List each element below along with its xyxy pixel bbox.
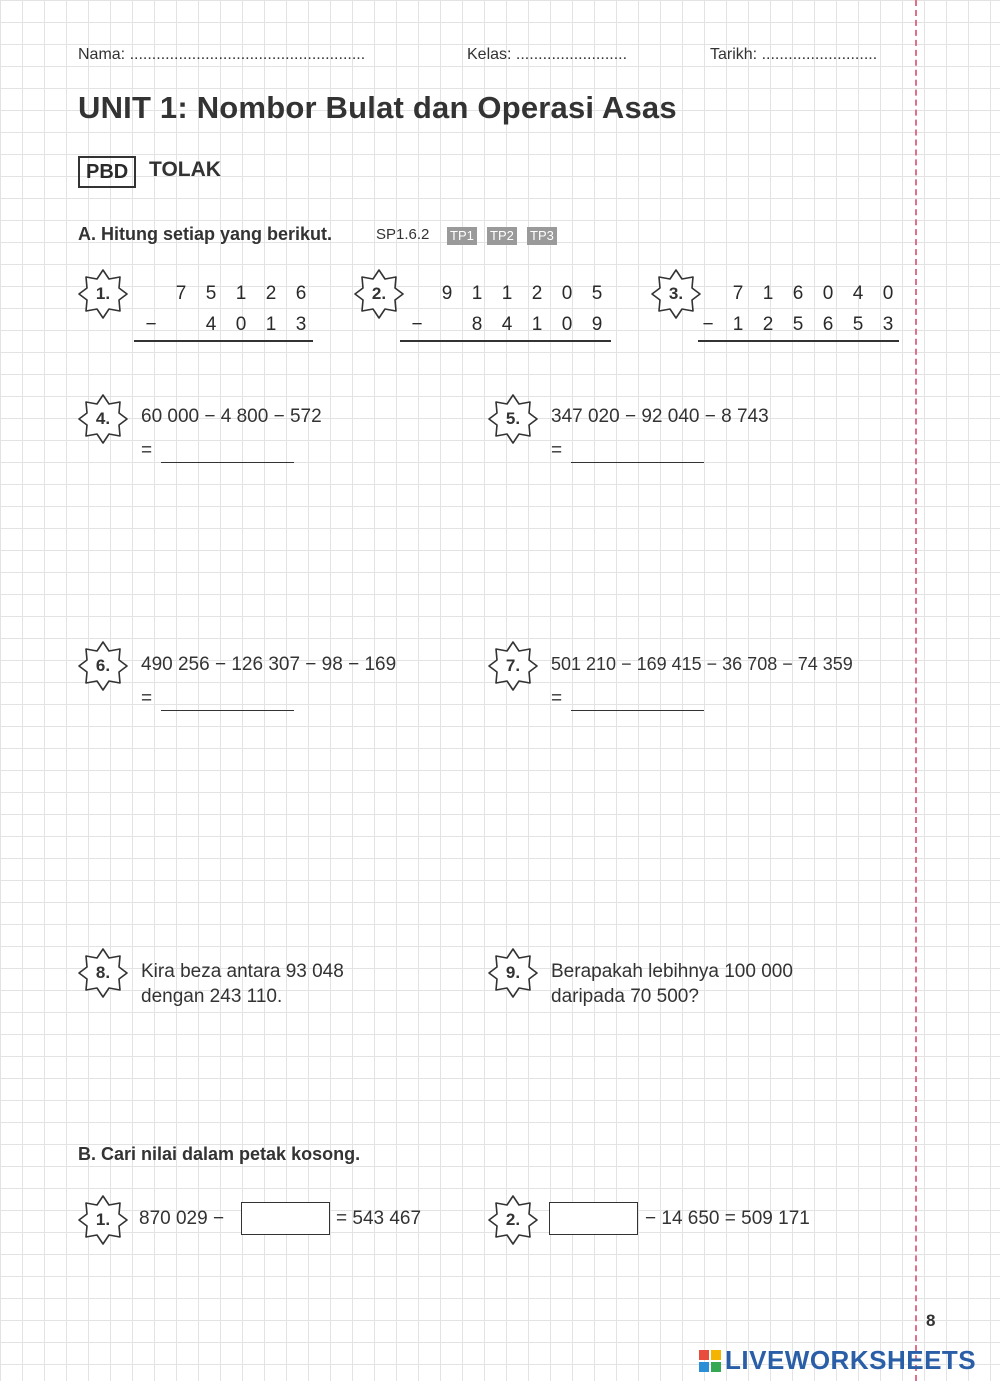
answer-box[interactable]	[549, 1202, 638, 1235]
tp-badge: TP3	[527, 227, 557, 245]
answer-line[interactable]	[161, 710, 294, 711]
equation-right: − 14 650 = 509 171	[645, 1208, 810, 1229]
equals-sign: =	[141, 440, 153, 461]
digit: 3	[295, 314, 307, 335]
word-problem-line: dengan 243 110.	[141, 986, 283, 1007]
digit: 0	[561, 314, 573, 335]
subtrahend-row	[693, 314, 903, 336]
answer-box[interactable]	[241, 1202, 330, 1235]
equals-sign: =	[141, 688, 153, 709]
digit: 1	[732, 314, 744, 335]
digit: 0	[882, 283, 894, 304]
digit: 7	[732, 283, 744, 304]
digit: 4	[852, 283, 864, 304]
question-number: 2.	[505, 1210, 521, 1229]
digit: 5	[205, 283, 217, 304]
word-problem-line: Kira beza antara 93 048	[141, 961, 344, 982]
digit: 3	[882, 314, 894, 335]
digit: 5	[792, 314, 804, 335]
tp-badge: TP1	[447, 227, 477, 245]
expression: 490 256 − 126 307 − 98 − 169	[141, 654, 397, 675]
digit: 2	[531, 283, 543, 304]
expression: 60 000 − 4 800 − 572	[141, 406, 322, 427]
sum-rule	[698, 340, 899, 342]
digit: 0	[561, 283, 573, 304]
minus-sign: −	[411, 314, 423, 335]
question-number: 1.	[95, 1210, 111, 1229]
page-title: UNIT 1: Nombor Bulat dan Operasi Asas	[78, 90, 677, 125]
answer-line[interactable]	[571, 710, 704, 711]
digit: 0	[235, 314, 247, 335]
logo-cube-icon	[699, 1350, 721, 1372]
section-b-heading: B. Cari nilai dalam petak kosong.	[78, 1144, 361, 1164]
equals-sign: =	[551, 688, 563, 709]
digit: 1	[501, 283, 513, 304]
digit: 9	[441, 283, 453, 304]
standard-code: SP1.6.2	[376, 226, 430, 243]
question-badge	[487, 1194, 539, 1246]
digit: 1	[265, 314, 277, 335]
question-badge	[487, 393, 539, 445]
question-badge	[77, 947, 129, 999]
question-number: 8.	[95, 963, 111, 982]
sum-rule	[400, 340, 611, 342]
question-badge	[487, 640, 539, 692]
digit: 1	[531, 314, 543, 335]
question-number: 9.	[505, 963, 521, 982]
digit: 2	[762, 314, 774, 335]
question-badge	[77, 393, 129, 445]
word-problem-line: daripada 70 500?	[551, 986, 699, 1007]
minus-sign: −	[145, 314, 157, 335]
digit: 4	[501, 314, 513, 335]
word-problem-line: Berapakah lebihnya 100 000	[551, 961, 793, 982]
answer-line[interactable]	[161, 462, 294, 463]
digit: 5	[852, 314, 864, 335]
digit: 2	[265, 283, 277, 304]
question-badge	[77, 268, 129, 320]
date-field[interactable]: Tarikh: ..........................	[710, 46, 878, 63]
digit: 6	[822, 314, 834, 335]
digit: 6	[295, 283, 307, 304]
digit: 4	[205, 314, 217, 335]
expression: 347 020 − 92 040 − 8 743	[551, 406, 769, 427]
subtrahend-row	[136, 314, 316, 336]
minuend-row	[432, 283, 612, 305]
minus-sign: −	[702, 314, 714, 335]
question-number: 2.	[371, 284, 387, 303]
margin-line	[915, 0, 917, 1381]
question-badge	[650, 268, 702, 320]
digit: 8	[471, 314, 483, 335]
sum-rule	[134, 340, 313, 342]
question-number: 5.	[505, 409, 521, 428]
digit: 5	[591, 283, 603, 304]
digit: 9	[591, 314, 603, 335]
question-number: 3.	[668, 284, 684, 303]
subtrahend-row	[402, 314, 612, 336]
question-number: 4.	[95, 409, 111, 428]
logo-text: LIVEWORKSHEETS	[725, 1345, 977, 1375]
digit: 0	[822, 283, 834, 304]
equals-sign: =	[551, 440, 563, 461]
equation-left: 870 029 −	[139, 1208, 225, 1229]
name-field[interactable]: Nama: .....................................................	[78, 46, 366, 63]
question-number: 6.	[95, 656, 111, 675]
question-number: 1.	[95, 284, 111, 303]
minuend-row	[723, 283, 903, 305]
question-badge	[77, 1194, 129, 1246]
page-number: 8	[926, 1311, 936, 1330]
class-field[interactable]: Kelas: .........................	[467, 46, 628, 63]
answer-line[interactable]	[571, 462, 704, 463]
pbd-tag: PBD	[78, 156, 136, 188]
digit: 1	[235, 283, 247, 304]
digit: 7	[175, 283, 187, 304]
digit: 1	[471, 283, 483, 304]
question-number: 7.	[505, 656, 521, 675]
expression: 501 210 − 169 415 − 36 708 − 74 359	[551, 654, 853, 674]
section-a-heading: A. Hitung setiap yang berikut.	[78, 224, 333, 244]
tp-badge: TP2	[487, 227, 517, 245]
digit: 1	[762, 283, 774, 304]
minuend-row	[166, 283, 316, 305]
question-badge	[353, 268, 405, 320]
question-badge	[487, 947, 539, 999]
topic-heading: TOLAK	[149, 158, 221, 181]
digit: 6	[792, 283, 804, 304]
question-badge	[77, 640, 129, 692]
liveworksheets-logo[interactable]	[699, 1345, 976, 1376]
equation-right: = 543 467	[336, 1208, 422, 1229]
